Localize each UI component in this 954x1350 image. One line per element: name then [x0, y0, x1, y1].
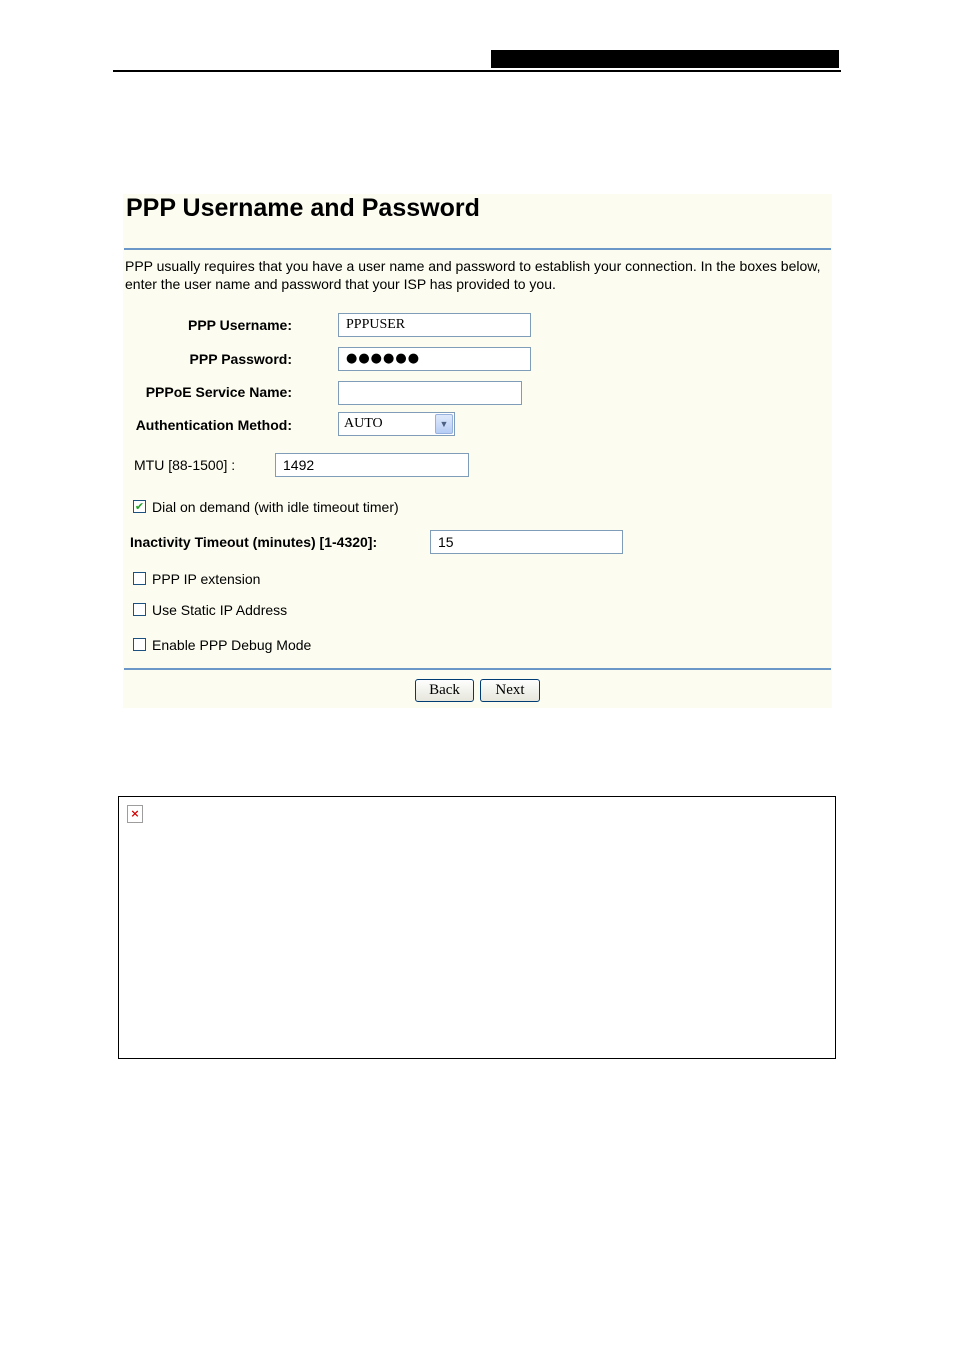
debug-mode-checkbox[interactable] [133, 638, 146, 651]
top-divider [124, 248, 831, 250]
instructions-text: PPP usually requires that you have a user name and password to establish your connection. In the boxes below, enter the user name and password that your ISP has provided to you. [125, 258, 821, 292]
ppp-ip-extension-label: PPP IP extension [152, 571, 261, 587]
bottom-divider [124, 668, 831, 670]
username-label: PPP Username: [187, 317, 292, 333]
service-name-label: PPPoE Service Name: [145, 384, 292, 400]
static-ip-label: Use Static IP Address [152, 602, 288, 618]
inactivity-timeout-label: Inactivity Timeout (minutes) [1-4320]: [130, 534, 378, 550]
header-rule [113, 70, 841, 72]
debug-mode-label: Enable PPP Debug Mode [152, 637, 312, 653]
broken-image-frame [118, 796, 836, 1059]
password-input[interactable]: ●●●●●● [338, 347, 531, 371]
username-input[interactable]: PPPUSER [338, 313, 531, 337]
auth-method-label: Authentication Method: [135, 417, 292, 433]
mtu-label: MTU [88-1500] : [134, 457, 236, 473]
dial-on-demand-checkbox[interactable]: ✔ [134, 500, 145, 513]
service-name-input[interactable] [338, 381, 522, 405]
next-button[interactable]: Next [480, 679, 540, 702]
dial-on-demand-label: Dial on demand (with idle timeout timer) [152, 499, 399, 515]
back-button[interactable]: Back [415, 679, 474, 702]
header-bar [491, 50, 839, 68]
page-title: PPP Username and Password [126, 194, 480, 222]
password-label: PPP Password: [189, 351, 292, 367]
inactivity-timeout-input[interactable]: 15 [430, 530, 623, 554]
broken-image-icon: × [127, 805, 143, 823]
ppp-ip-extension-checkbox[interactable] [133, 572, 146, 585]
auth-method-value: AUTO [344, 416, 383, 431]
static-ip-checkbox[interactable] [133, 603, 146, 616]
ppp-settings-panel [123, 194, 832, 708]
mtu-input[interactable]: 1492 [275, 453, 469, 477]
auth-method-select[interactable] [338, 412, 455, 436]
chevron-down-icon[interactable]: ▼ [435, 414, 453, 434]
